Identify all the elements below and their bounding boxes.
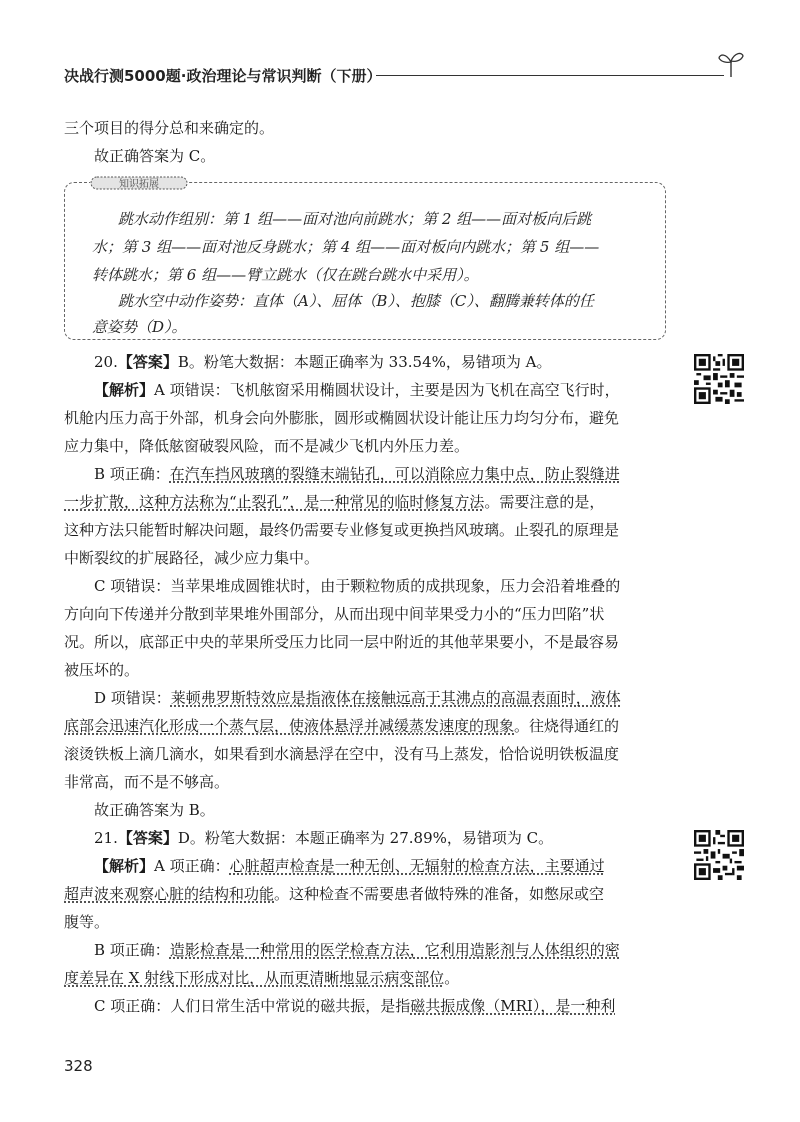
sprout-icon [718,49,744,79]
tip-label-badge-icon [90,176,188,190]
q20-b-underlined-2: 一步扩散，这种方法称为“止裂孔”，是一种常见的临时修复方法 [64,493,485,511]
q21-b-prefix: B 项正确： [94,941,170,959]
tip-label-text: 知识拓展 [119,179,159,190]
q20-analysis-c-line2: 方向向下传递并分散到苹果堆外围部分，从而出现中间苹果受力小的“压力凹陷”状 [64,605,605,623]
q20-b-underlined-1: 在汽车挡风玻璃的裂缝末端钻孔，可以消除应力集中点，防止裂缝进 [169,465,620,483]
q20-analysis-c-line4: 被压坏的。 [64,661,140,679]
q20-analysis-d-line2 [64,716,619,736]
intro-line: 三个项目的得分总和来确定的。 [64,119,275,137]
q20-analysis-b-line2 [64,492,604,512]
q20-answer-text: B。粉笔大数据：本题正确率为 33.54%，易错项为 A。 [177,353,552,371]
q20-d-prefix: D 项错误： [94,689,171,707]
q20-d-underlined-1: 莱顿弗罗斯特效应是指液体在接触远高于其沸点的高温表面时，液体 [170,689,621,707]
q21-analysis-b-line2 [64,968,459,988]
q21-b-rest: 。 [444,969,460,987]
q20-d-underlined-2: 底部会迅速汽化形成一个蒸气层，使液体悬浮并减缓蒸发速度的现象 [64,717,515,735]
q20-analysis-a-line2: 机舱内压力高于外部，机身会向外膨胀，圆形或椭圆状设计能让压力均匀分布，避免 [64,409,620,427]
q20-answer-tag: 【答案】 [117,353,178,371]
q20-answer-line [94,352,551,372]
q21-a-underlined-2: 超声波来观察心脏的结构和功能 [64,885,275,903]
tip-p2-line2: 意姿势（D）。 [92,318,187,336]
q21-c-underlined: 磁共振成像（MRI），是一种利 [410,997,616,1015]
tip-p1-line1: 跳水动作组别：第 1 组——面对池向前跳水；第 2 组——面对板向后跳 [118,210,592,228]
q20-qr-code-icon[interactable] [694,354,744,404]
q20-b-rest: 。需要注意的是， [484,493,605,511]
q21-analysis-tag: 【解析】 [94,857,155,875]
q20-analysis-tag: 【解析】 [94,381,155,399]
q20-a-text: A 项错误：飞机舷窗采用椭圆状设计，主要是因为飞机在高空飞行时， [154,381,620,399]
q21-answer-text: D。粉笔大数据：本题正确率为 27.89%，易错项为 C。 [177,829,554,847]
q20-d-rest: 。往烧得通红的 [514,717,620,735]
q20-number: 20. [94,353,118,371]
q20-analysis-d-line3: 滚烫铁板上滴几滴水，如果看到水滴悬浮在空中，没有马上蒸发，恰恰说明铁板温度 [64,745,620,763]
q20-analysis-b-line1 [94,464,620,484]
q20-final-answer: 故正确答案为 B。 [94,801,215,819]
q20-analysis-c-line1: C 项错误：当苹果堆成圆锥状时，由于颗粒物质的成拱现象，压力会沿着堆叠的 [94,577,621,595]
knowledge-tip-label [90,176,188,190]
q20-analysis-b-line3: 这种方法只能暂时解决问题，最终仍需要专业修复或更换挡风玻璃。止裂孔的原理是 [64,521,620,539]
q21-a-underlined-1: 心脏超声检查是一种无创、无辐射的检查方法，主要通过 [229,857,605,875]
intro-answer: 故正确答案为 C。 [94,147,216,165]
q21-a-prefix: A 项正确： [154,857,230,875]
tip-p2-line1: 跳水空中动作姿势：直体（A）、屈体（B）、抱膝（C）、翻腾兼转体的任 [118,292,594,310]
q21-number: 21. [94,829,118,847]
q21-answer-tag: 【答案】 [117,829,178,847]
q20-analysis-d-line4: 非常高，而不是不够高。 [64,773,230,791]
q21-b-underlined-1: 造影检查是一种常用的医学检查方法，它利用造影剂与人体组织的密 [169,941,620,959]
q21-a-rest: 。这种检查不需要患者做特殊的准备，如憋尿或空 [274,885,605,903]
q21-analysis-a-line1 [94,856,605,876]
q21-analysis-b-line1 [94,940,620,960]
q21-c-prefix: C 项正确：人们日常生活中常说的磁共振，是指 [94,997,411,1015]
q21-answer-line [94,828,553,848]
q21-qr-code-icon[interactable] [694,830,744,880]
q20-b-prefix: B 项正确： [94,465,170,483]
q20-analysis-b-line4: 中断裂纹的扩展路径，减少应力集中。 [64,549,320,567]
q21-analysis-a-line2 [64,884,604,904]
q20-analysis-a-line3: 应力集中，降低舷窗破裂风险，而不是减少飞机内外压力差。 [64,437,470,455]
q20-analysis-d-line1 [94,688,621,708]
q21-b-underlined-2: 度差异在 X 射线下形成对比，从而更清晰地显示病变部位 [64,969,445,987]
q20-analysis-c-line3: 况。所以，底部正中央的苹果所受压力比同一层中附近的其他苹果要小，不是最容易 [64,633,620,651]
header-rule [376,75,724,76]
q21-analysis-c-line1 [94,996,615,1016]
tip-p1-line3: 转体跳水；第 6 组——臂立跳水（仅在跳台跳水中采用）。 [92,266,479,284]
running-header [64,63,744,87]
q21-analysis-a-line3: 腹等。 [64,913,110,931]
tip-p1-line2: 水；第 3 组——面对池反身跳水；第 4 组——面对板向内跳水；第 5 组—— [92,238,600,256]
page-number: 328 [64,1057,93,1075]
q20-analysis-a-line1 [94,380,620,400]
book-title: 决战行测5000题·政治理论与常识判断（下册） [64,67,382,85]
